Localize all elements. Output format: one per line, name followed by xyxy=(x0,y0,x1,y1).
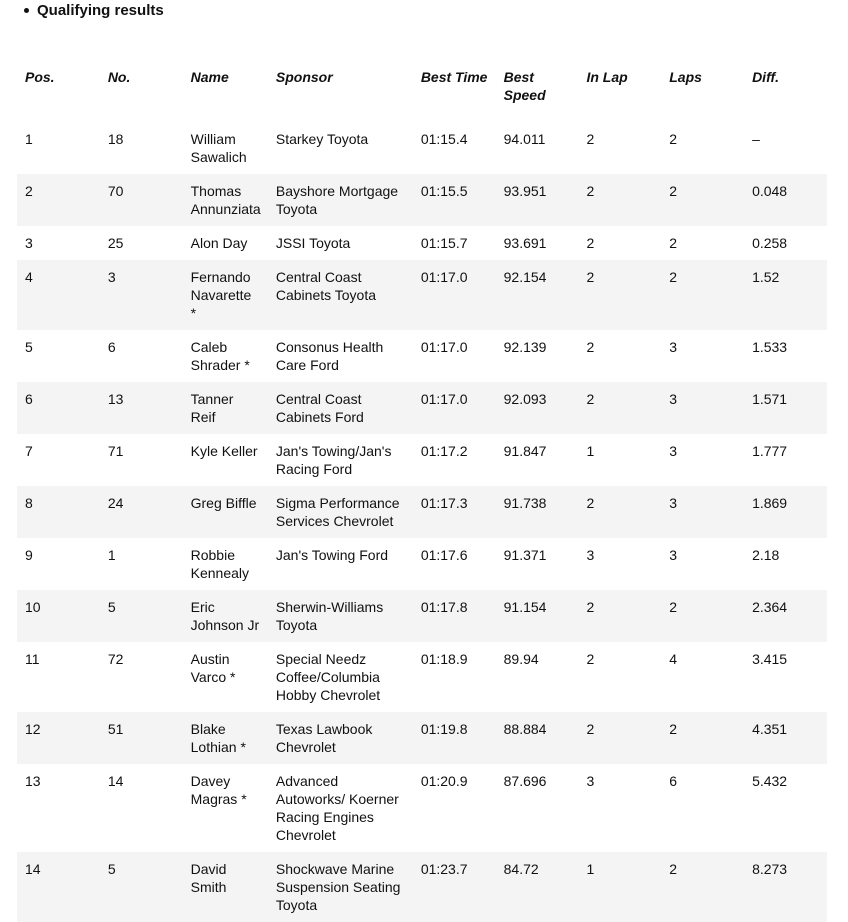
table-row xyxy=(17,764,827,852)
cell-sponsor: Texas Lawbook Chevrolet xyxy=(275,721,373,755)
cell-laps: 3 xyxy=(669,547,678,563)
cell-pos: 6 xyxy=(25,391,33,407)
header-name: Name xyxy=(190,69,229,85)
cell-name: Kyle Keller xyxy=(190,443,258,459)
cell-sponsor: Central Coast Cabinets Ford xyxy=(275,391,364,425)
cell-pos: 7 xyxy=(25,443,33,459)
table-row xyxy=(17,642,827,712)
cell-best-speed: 92.154 xyxy=(503,269,547,285)
cell-laps: 2 xyxy=(669,599,678,615)
cell-pos: 3 xyxy=(25,235,33,251)
cell-name: Caleb Shrader * xyxy=(190,339,250,373)
cell-in-lap: 3 xyxy=(586,547,595,563)
cell-in-lap: 2 xyxy=(586,269,595,285)
cell-best-time: 01:15.4 xyxy=(420,131,468,147)
cell-best-time: 01:20.9 xyxy=(420,773,468,789)
cell-name: William Sawalich xyxy=(190,131,247,165)
header-best-speed: Best Speed xyxy=(503,69,546,103)
cell-in-lap: 2 xyxy=(586,495,595,511)
header-row xyxy=(17,62,827,116)
table-row xyxy=(17,260,827,330)
cell-in-lap: 2 xyxy=(586,131,595,147)
cell-in-lap: 2 xyxy=(586,391,595,407)
cell-no: 51 xyxy=(107,721,124,737)
cell-best-speed: 91.738 xyxy=(503,495,547,511)
table-row xyxy=(17,538,827,590)
cell-best-speed: 92.139 xyxy=(503,339,547,355)
cell-in-lap: 3 xyxy=(586,773,595,789)
header-diff: Diff. xyxy=(752,69,780,85)
cell-best-speed: 94.011 xyxy=(503,131,546,147)
cell-best-speed: 91.847 xyxy=(503,443,547,459)
cell-no: 1 xyxy=(107,547,116,563)
cell-in-lap: 2 xyxy=(586,183,595,199)
cell-best-time: 01:17.6 xyxy=(420,547,468,563)
cell-in-lap: 1 xyxy=(586,861,595,877)
cell-sponsor: Advanced Autoworks/ Koerner Racing Engines Chevrolet xyxy=(275,773,399,843)
cell-best-time: 01:17.0 xyxy=(420,269,468,285)
cell-no: 70 xyxy=(107,183,124,199)
section-heading xyxy=(24,2,164,19)
cell-diff: 0.258 xyxy=(752,235,788,251)
cell-best-time: 01:17.0 xyxy=(420,339,468,355)
cell-laps: 3 xyxy=(669,495,678,511)
cell-laps: 2 xyxy=(669,235,678,251)
cell-diff: 1.869 xyxy=(752,495,788,511)
cell-diff: 0.048 xyxy=(752,183,788,199)
header-laps: Laps xyxy=(669,69,702,85)
cell-sponsor: Special Needz Coffee/Columbia Hobby Chevrolet xyxy=(275,651,381,703)
cell-in-lap: 2 xyxy=(586,651,595,667)
cell-no: 71 xyxy=(107,443,124,459)
cell-sponsor: Starkey Toyota xyxy=(275,131,369,147)
cell-best-speed: 93.951 xyxy=(503,183,547,199)
table-row xyxy=(17,116,827,174)
cell-name: Alon Day xyxy=(190,235,248,251)
cell-sponsor: Sherwin-Williams Toyota xyxy=(275,599,384,633)
cell-sponsor: Jan's Towing Ford xyxy=(275,547,389,563)
cell-laps: 6 xyxy=(669,773,678,789)
table-row xyxy=(17,852,827,922)
cell-best-speed: 93.691 xyxy=(503,235,547,251)
cell-sponsor: Bayshore Mortgage Toyota xyxy=(275,183,399,217)
cell-no: 13 xyxy=(107,391,124,407)
cell-diff: 2.18 xyxy=(752,547,780,563)
cell-name: Robbie Kennealy xyxy=(190,547,250,581)
cell-sponsor: Central Coast Cabinets Toyota xyxy=(275,269,377,303)
cell-sponsor: Sigma Performance Services Chevrolet xyxy=(275,495,400,529)
cell-laps: 3 xyxy=(669,443,678,459)
cell-best-time: 01:15.7 xyxy=(420,235,468,251)
table-row xyxy=(17,382,827,434)
cell-best-speed: 84.72 xyxy=(503,861,539,877)
table-row xyxy=(17,486,827,538)
header-best-time: Best Time xyxy=(420,69,488,85)
cell-pos: 4 xyxy=(25,269,33,285)
cell-best-speed: 87.696 xyxy=(503,773,547,789)
cell-sponsor: Jan's Towing/Jan's Racing Ford xyxy=(275,443,392,477)
cell-diff: 1.52 xyxy=(752,269,780,285)
cell-laps: 2 xyxy=(669,269,678,285)
cell-no: 3 xyxy=(107,269,116,285)
cell-pos: 14 xyxy=(25,861,41,877)
table-row xyxy=(17,434,827,486)
table-row xyxy=(17,330,827,382)
cell-pos: 10 xyxy=(25,599,41,615)
cell-best-time: 01:18.9 xyxy=(420,651,468,667)
cell-laps: 3 xyxy=(669,391,678,407)
cell-sponsor: Shockwave Marine Suspension Seating Toyota xyxy=(275,861,401,913)
cell-no: 25 xyxy=(107,235,124,251)
cell-no: 5 xyxy=(107,599,116,615)
header-in-lap: In Lap xyxy=(586,69,628,85)
cell-pos: 8 xyxy=(25,495,33,511)
table-header xyxy=(17,62,827,116)
cell-diff: 2.364 xyxy=(752,599,788,615)
cell-laps: 3 xyxy=(669,339,678,355)
bullet-icon xyxy=(24,8,29,13)
cell-best-time: 01:23.7 xyxy=(420,861,468,877)
table-row xyxy=(17,712,827,764)
cell-best-speed: 92.093 xyxy=(503,391,547,407)
cell-name: Blake Lothian * xyxy=(190,721,246,755)
qualifying-results-table xyxy=(17,62,827,922)
cell-best-time: 01:17.2 xyxy=(420,443,468,459)
cell-pos: 12 xyxy=(25,721,41,737)
cell-sponsor: Consonus Health Care Ford xyxy=(275,339,384,373)
cell-pos: 1 xyxy=(25,131,33,147)
cell-best-speed: 88.884 xyxy=(503,721,547,737)
cell-pos: 5 xyxy=(25,339,33,355)
cell-diff: – xyxy=(752,131,760,147)
cell-no: 18 xyxy=(107,131,124,147)
cell-diff: 8.273 xyxy=(752,861,788,877)
cell-in-lap: 2 xyxy=(586,721,595,737)
cell-sponsor: JSSI Toyota xyxy=(275,235,351,251)
cell-in-lap: 2 xyxy=(586,599,595,615)
cell-name: Greg Biffle xyxy=(190,495,257,511)
cell-best-time: 01:17.3 xyxy=(420,495,468,511)
table-row xyxy=(17,590,827,642)
cell-laps: 2 xyxy=(669,721,678,737)
cell-laps: 2 xyxy=(669,861,678,877)
cell-diff: 1.777 xyxy=(752,443,788,459)
cell-pos: 9 xyxy=(25,547,33,563)
cell-pos: 13 xyxy=(25,773,41,789)
cell-best-time: 01:17.0 xyxy=(420,391,468,407)
cell-laps: 4 xyxy=(669,651,678,667)
cell-diff: 4.351 xyxy=(752,721,788,737)
cell-name: Austin Varco * xyxy=(190,651,236,685)
section-title: Qualifying results xyxy=(37,2,164,19)
cell-best-speed: 91.154 xyxy=(503,599,547,615)
cell-pos: 11 xyxy=(25,651,40,667)
cell-name: Tanner Reif xyxy=(190,391,234,425)
cell-best-speed: 89.94 xyxy=(503,651,539,667)
table-row xyxy=(17,174,827,226)
cell-no: 72 xyxy=(107,651,124,667)
cell-diff: 1.533 xyxy=(752,339,788,355)
cell-name: David Smith xyxy=(190,861,227,895)
cell-name: Thomas Annunziata xyxy=(190,183,261,217)
cell-diff: 5.432 xyxy=(752,773,788,789)
cell-best-time: 01:15.5 xyxy=(420,183,468,199)
cell-name: Davey Magras * xyxy=(190,773,247,807)
cell-no: 14 xyxy=(107,773,124,789)
cell-laps: 2 xyxy=(669,183,678,199)
cell-pos: 2 xyxy=(25,183,33,199)
cell-in-lap: 2 xyxy=(586,235,595,251)
cell-best-time: 01:17.8 xyxy=(420,599,468,615)
cell-laps: 2 xyxy=(669,131,678,147)
cell-in-lap: 1 xyxy=(586,443,595,459)
cell-no: 5 xyxy=(107,861,116,877)
cell-name: Eric Johnson Jr xyxy=(190,599,260,633)
cell-diff: 1.571 xyxy=(752,391,788,407)
table-row xyxy=(17,226,827,260)
cell-in-lap: 2 xyxy=(586,339,595,355)
cell-no: 6 xyxy=(107,339,116,355)
table-body xyxy=(17,116,827,922)
cell-diff: 3.415 xyxy=(752,651,788,667)
cell-best-speed: 91.371 xyxy=(503,547,547,563)
header-sponsor: Sponsor xyxy=(275,69,333,85)
header-no: No. xyxy=(107,69,131,85)
cell-best-time: 01:19.8 xyxy=(420,721,468,737)
cell-name: Fernando Navarette * xyxy=(190,269,252,321)
header-pos: Pos. xyxy=(25,69,55,85)
cell-no: 24 xyxy=(107,495,124,511)
